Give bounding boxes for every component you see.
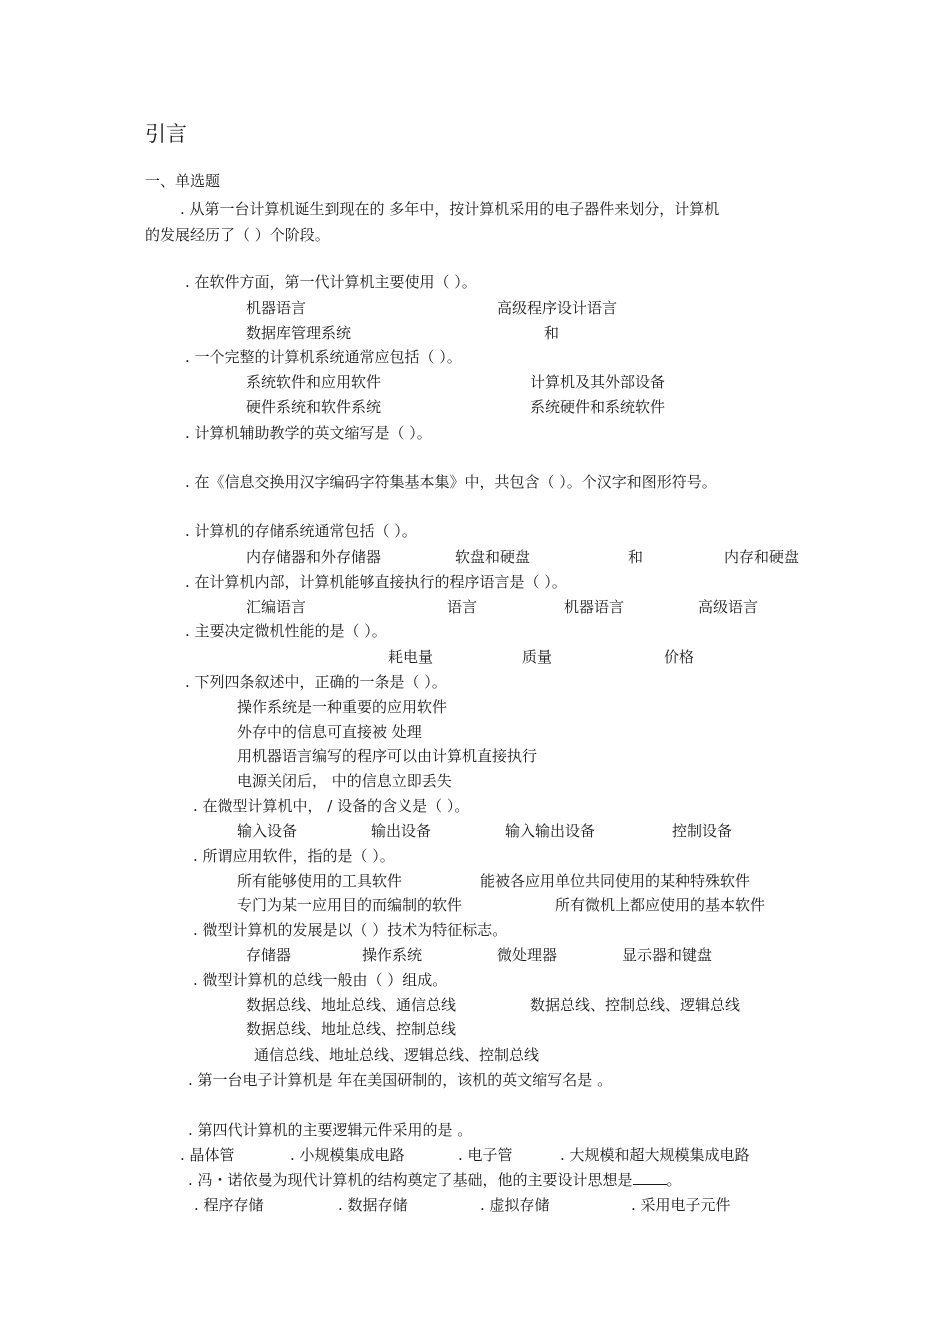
answer-blank <box>633 1170 667 1185</box>
question-8-option-d: 价格 <box>664 648 695 666</box>
question-15-option-c: . 电子管 <box>458 1146 513 1164</box>
question-12-option-c: 微处理器 <box>497 946 558 964</box>
question-14-stem: . 第一台电子计算机是 年在美国研制的，该机的英文缩写名是 。 <box>188 1071 613 1089</box>
question-6-option-a: 内存储器和外存储器 <box>246 548 382 566</box>
question-15-option-a: . 晶体管 <box>180 1146 235 1164</box>
question-5-stem: . 在《信息交换用汉字编码字符集基本集》中，共包含（ ）。个汉字和图形符号。 <box>185 473 717 491</box>
question-1-line-2: 的发展经历了（ ）个阶段。 <box>145 226 330 244</box>
question-16-option-c: . 虚拟存储 <box>480 1196 550 1214</box>
question-15-option-d: . 大规模和超大规模集成电路 <box>560 1146 750 1164</box>
question-12-option-b: 操作系统 <box>362 946 423 964</box>
question-16-stem-end: 。 <box>666 1171 682 1189</box>
question-13-option-d: 通信总线、地址总线、逻辑总线、控制总线 <box>254 1046 540 1064</box>
question-3-option-d: 系统硬件和系统软件 <box>530 398 666 416</box>
question-11-stem: . 所谓应用软件，指的是（ ）。 <box>193 847 395 865</box>
question-9-option-a: 操作系统是一种重要的应用软件 <box>237 698 448 716</box>
question-6-option-b: 软盘和硬盘 <box>455 548 531 566</box>
question-10-stem: . 在微型计算机中， / 设备的含义是（ ）。 <box>193 797 470 815</box>
question-6-stem: . 计算机的存储系统通常包括（ ）。 <box>185 522 417 540</box>
question-9-option-d: 电源关闭后， 中的信息立即丢失 <box>237 772 452 790</box>
question-3-option-c: 硬件系统和软件系统 <box>246 398 382 416</box>
question-11-option-b: 能被各应用单位共同使用的某种特殊软件 <box>480 872 751 890</box>
question-11-option-a: 所有能够使用的工具软件 <box>237 872 403 890</box>
question-7-option-d: 高级语言 <box>698 598 759 616</box>
section-heading: 一、单选题 <box>145 172 221 190</box>
question-8-stem: . 主要决定微机性能的是（ ）。 <box>185 622 387 640</box>
question-16-stem <box>188 1170 682 1189</box>
question-3-stem: . 一个完整的计算机系统通常应包括（ ）。 <box>185 348 462 366</box>
question-10-option-a: 输入设备 <box>237 822 298 840</box>
question-8-option-c: 质量 <box>522 648 553 666</box>
question-10-option-d: 控制设备 <box>672 822 733 840</box>
question-13-stem: . 微型计算机的总线一般由（ ）组成。 <box>193 971 448 989</box>
question-15-stem: . 第四代计算机的主要逻辑元件采用的是 。 <box>188 1121 473 1139</box>
question-4-stem: . 计算机辅助教学的英文缩写是（ ）。 <box>185 424 432 442</box>
question-2-option-d: 和 <box>544 324 560 342</box>
question-2-option-c: 数据库管理系统 <box>246 324 352 342</box>
question-13-option-a: 数据总线、地址总线、通信总线 <box>246 996 457 1014</box>
question-2-option-b: 高级程序设计语言 <box>497 299 618 317</box>
page-title: 引言 <box>145 122 187 146</box>
question-11-option-c: 专门为某一应用目的而编制的软件 <box>237 896 463 914</box>
question-2-option-a: 机器语言 <box>246 299 307 317</box>
question-9-option-c: 用机器语言编写的程序可以由计算机直接执行 <box>237 747 538 765</box>
question-1-line-1: . 从第一台计算机诞生到现在的 多年中，按计算机采用的电子器件来划分，计算机 <box>180 200 720 218</box>
question-7-option-a: 汇编语言 <box>246 598 307 616</box>
question-7-option-b: 语言 <box>447 598 478 616</box>
question-12-option-a: 存储器 <box>246 946 292 964</box>
question-10-option-c: 输入输出设备 <box>505 822 596 840</box>
question-10-option-b: 输出设备 <box>371 822 432 840</box>
question-16-option-a: . 程序存储 <box>194 1196 264 1214</box>
question-6-option-c: 和 <box>628 548 644 566</box>
question-9-option-b: 外存中的信息可直接被 处理 <box>237 723 422 741</box>
question-13-option-c: 数据总线、地址总线、控制总线 <box>246 1020 457 1038</box>
question-7-option-c: 机器语言 <box>564 598 625 616</box>
question-16-stem-text: . 冯・诺依曼为现代计算机的结构奠定了基础，他的主要设计思想是 <box>188 1171 633 1189</box>
question-16-option-b: . 数据存储 <box>338 1196 408 1214</box>
question-15-option-b: . 小规模集成电路 <box>290 1146 405 1164</box>
question-3-option-a: 系统软件和应用软件 <box>246 373 382 391</box>
question-7-stem: . 在计算机内部，计算机能够直接执行的程序语言是（ ）。 <box>185 573 567 591</box>
question-8-option-b: 耗电量 <box>388 648 434 666</box>
question-9-stem: . 下列四条叙述中，正确的一条是（ ）。 <box>185 673 447 691</box>
question-12-option-d: 显示器和键盘 <box>622 946 713 964</box>
question-16-option-d: . 采用电子元件 <box>631 1196 731 1214</box>
question-13-option-b: 数据总线、控制总线、逻辑总线 <box>530 996 741 1014</box>
question-6-option-d: 内存和硬盘 <box>724 548 800 566</box>
question-12-stem: . 微型计算机的发展是以（ ）技术为特征标志。 <box>193 921 508 939</box>
question-11-option-d: 所有微机上都应使用的基本软件 <box>555 896 766 914</box>
question-3-option-b: 计算机及其外部设备 <box>530 373 666 391</box>
question-2-stem: . 在软件方面，第一代计算机主要使用（ ）。 <box>185 273 477 291</box>
